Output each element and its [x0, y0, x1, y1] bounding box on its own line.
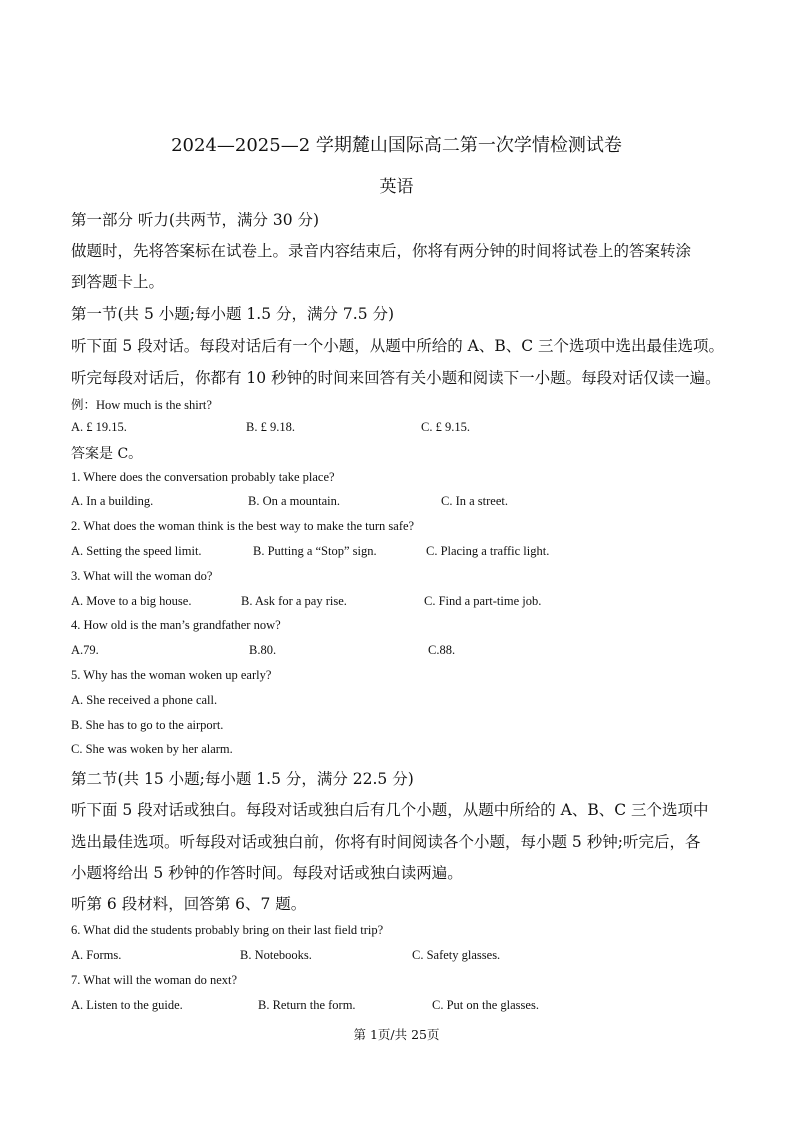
exam-title: 2024—2025—2 学期麓山国际高二第一次学情检测试卷: [171, 135, 622, 156]
q7-option-c: C. Put on the glasses.: [432, 998, 539, 1012]
q3-option-a: A. Move to a big house.: [71, 594, 192, 608]
question-2: 2. What does the woman think is the best way to make the turn safe?: [71, 519, 415, 533]
example-option-a: A. £ 19.15.: [71, 420, 127, 434]
section1-instruction-line2: 听完每段对话后，你都有 10 秒钟的时间来回答有关小题和阅读下一小题。每段对话仅读一遍。: [71, 369, 721, 387]
q5-option-a: A. She received a phone call.: [71, 693, 218, 707]
q1-option-c: C. In a street.: [441, 494, 508, 508]
question-7: 7. What will the woman do next?: [71, 973, 238, 987]
q2-option-a: A. Setting the speed limit.: [71, 544, 202, 558]
q4-option-a: A.79.: [71, 643, 99, 657]
q6-option-a: A. Forms.: [71, 948, 122, 962]
material-6-heading: 听第 6 段材料，回答第 6、7 题。: [71, 895, 307, 913]
q4-option-c: C.88.: [428, 643, 456, 657]
q2-option-b: B. Putting a “Stop” sign.: [253, 544, 377, 558]
q7-option-b: B. Return the form.: [258, 998, 356, 1012]
q1-option-b: B. On a mountain.: [248, 494, 341, 508]
q1-option-a: A. In a building.: [71, 494, 154, 508]
part1-intro-line1: 做题时，先将答案标在试卷上。录音内容结束后，你将有两分钟的时间将试卷上的答案转涂: [71, 242, 692, 260]
part1-heading: 第一部分 听力(共两节，满分 30 分): [71, 211, 320, 229]
q7-option-a: A. Listen to the guide.: [71, 998, 183, 1012]
section2-instruction-line1: 听下面 5 段对话或独白。每段对话或独白后有几个小题，从题中所给的 A、B、C 三个选项中: [71, 801, 709, 819]
q6-option-c: C. Safety glasses.: [412, 948, 501, 962]
q3-option-b: B. Ask for a pay rise.: [241, 594, 347, 608]
subject-title: 英语: [379, 177, 414, 197]
question-6: 6. What did the students probably bring on their last field trip?: [71, 923, 384, 937]
example-question: 例：How much is the shirt?: [71, 398, 212, 412]
example-answer: 答案是 C。: [71, 446, 143, 462]
q5-option-b: B. She has to go to the airport.: [71, 718, 224, 732]
q4-option-b: B.80.: [249, 643, 277, 657]
q3-option-c: C. Find a part-time job.: [424, 594, 542, 608]
page-number: 第 1页/共 25页: [353, 1027, 440, 1042]
question-5: 5. Why has the woman woken up early?: [71, 668, 272, 682]
question-3: 3. What will the woman do?: [71, 569, 213, 583]
section1-instruction-line1: 听下面 5 段对话。每段对话后有一个小题，从题中所给的 A、B、C 三个选项中选出最佳选项。: [71, 337, 725, 355]
q6-option-b: B. Notebooks.: [240, 948, 312, 962]
question-4: 4. How old is the man’s grandfather now?: [71, 618, 281, 632]
q2-option-c: C. Placing a traffic light.: [426, 544, 550, 558]
q5-option-c: C. She was woken by her alarm.: [71, 742, 233, 756]
section2-instruction-line2: 选出最佳选项。听每段对话或独白前，你将有时间阅读各个小题，每小题 5 秒钟;听完后，各: [71, 833, 701, 851]
example-option-c: C. £ 9.15.: [421, 420, 470, 434]
part1-intro-line2: 到答题卡上。: [71, 273, 165, 291]
example-option-b: B. £ 9.18.: [246, 420, 295, 434]
question-1: 1. Where does the conversation probably take place?: [71, 470, 335, 484]
section1-heading: 第一节(共 5 小题;每小题 1.5 分，满分 7.5 分): [71, 305, 395, 323]
section2-instruction-line3: 小题将给出 5 秒钟的作答时间。每段对话或独白读两遍。: [71, 864, 463, 882]
section2-heading: 第二节(共 15 小题;每小题 1.5 分，满分 22.5 分): [71, 770, 414, 788]
